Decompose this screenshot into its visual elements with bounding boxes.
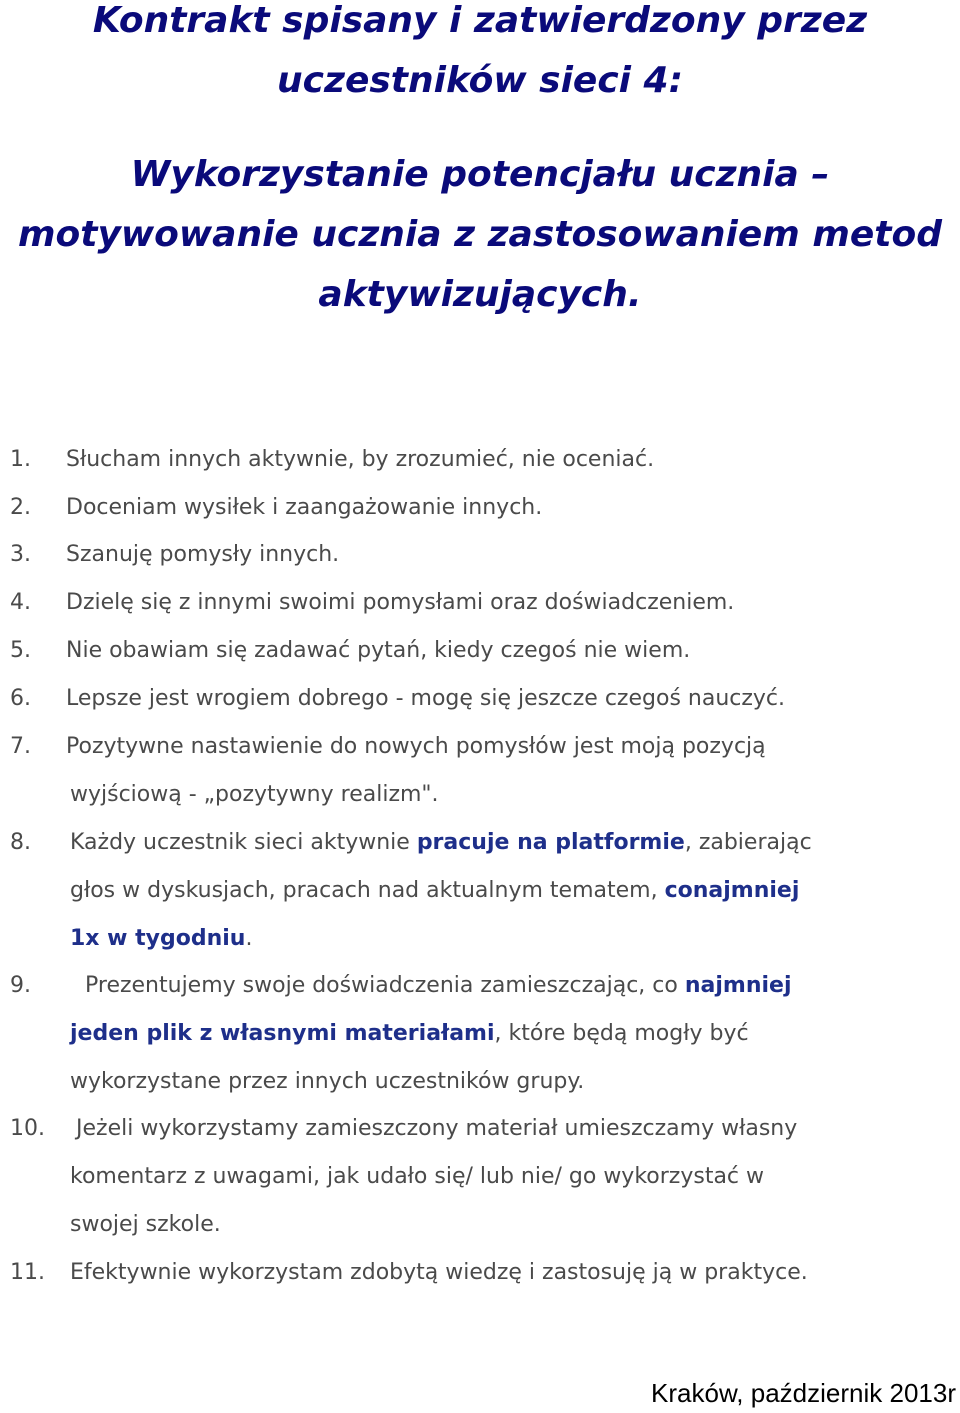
item-text: Szanuję pomysły innych. bbox=[66, 542, 340, 567]
emphasis-least: najmniej bbox=[684, 973, 792, 998]
item-number: 7. bbox=[10, 734, 31, 759]
item-text: Doceniam wysiłek i zaangażowanie innych. bbox=[66, 495, 543, 520]
item-text: . bbox=[245, 926, 253, 951]
emphasis-platform: pracuje na platformie bbox=[416, 830, 685, 855]
list-item-8-continuation bbox=[70, 876, 960, 906]
item-number: 3. bbox=[10, 542, 31, 567]
list-item-7 bbox=[10, 732, 960, 762]
item-number: 8. bbox=[10, 830, 31, 855]
item-text: Pozytywne nastawienie do nowych pomysłów jest moją pozycją bbox=[66, 734, 766, 759]
item-text: Każdy uczestnik sieci aktywnie bbox=[70, 830, 417, 855]
subtitle-line-1: Wykorzystanie potencjału ucznia – bbox=[130, 154, 830, 195]
emphasis-file: jeden plik z własnymi materiałami bbox=[70, 1021, 495, 1046]
item-text: , zabierając bbox=[684, 830, 812, 855]
item-text: , które będą mogły być bbox=[494, 1021, 749, 1046]
item-text: Dzielę się z innymi swoimi pomysłami oraz doświadczeniem. bbox=[66, 590, 735, 615]
list-item-9 bbox=[10, 971, 960, 1001]
item-number: 1. bbox=[10, 447, 31, 472]
item-text: Słucham innych aktywnie, by zrozumieć, nie oceniać. bbox=[66, 447, 655, 472]
subtitle-line-2: motywowanie ucznia z zastosowaniem metod bbox=[18, 214, 942, 255]
item-text: Prezentujemy swoje doświadczenia zamieszczając, co bbox=[85, 973, 685, 998]
list-item-9-continuation bbox=[70, 1019, 960, 1049]
place-date: Kraków, październik 2013r bbox=[651, 1378, 956, 1408]
item-number: 11. bbox=[10, 1260, 45, 1285]
item-text: Lepsze jest wrogiem dobrego - mogę się jeszcze czegoś nauczyć. bbox=[66, 686, 786, 711]
emphasis-weekly: 1x w tygodniu bbox=[70, 926, 246, 951]
item-number: 9. bbox=[10, 973, 31, 998]
item-text: Efektywnie wykorzystam zdobytą wiedzę i zastosuję ją w praktyce. bbox=[70, 1260, 808, 1285]
item-text: Jeżeli wykorzystamy zamieszczony materiał umieszczamy własny bbox=[76, 1116, 798, 1141]
item-number: 10. bbox=[10, 1116, 45, 1141]
list-item-10-continuation-2: swojej szkole. bbox=[70, 1212, 221, 1237]
list-item-8 bbox=[10, 828, 960, 858]
list-item-7-continuation: wyjściową - „pozytywny realizm". bbox=[70, 782, 439, 807]
list-item-5 bbox=[10, 636, 960, 666]
emphasis-frequency: conajmniej bbox=[664, 878, 800, 903]
item-number: 5. bbox=[10, 638, 31, 663]
list-item-11 bbox=[10, 1258, 960, 1288]
list-item-8-continuation-2 bbox=[70, 924, 960, 954]
subtitle-line-3: aktywizujących. bbox=[318, 274, 642, 315]
item-number: 2. bbox=[10, 495, 31, 520]
item-number: 6. bbox=[10, 686, 31, 711]
title-line-2: uczestników sieci 4: bbox=[277, 60, 683, 101]
list-item-10-continuation: komentarz z uwagami, jak udało się/ lub nie/ go wykorzystać w bbox=[70, 1164, 765, 1189]
list-item-1 bbox=[10, 445, 960, 475]
item-number: 4. bbox=[10, 590, 31, 615]
list-item-9-continuation-2: wykorzystane przez innych uczestników grupy. bbox=[70, 1069, 585, 1094]
item-text: Nie obawiam się zadawać pytań, kiedy czegoś nie wiem. bbox=[66, 638, 691, 663]
list-item-4 bbox=[10, 588, 960, 618]
list-item-3 bbox=[10, 540, 960, 570]
list-item-6 bbox=[10, 684, 960, 714]
list-item-10 bbox=[10, 1114, 960, 1144]
item-text: głos w dyskusjach, pracach nad aktualnym tematem, bbox=[70, 878, 665, 903]
list-item-2 bbox=[10, 493, 960, 523]
title-line-1: Kontrakt spisany i zatwierdzony przez bbox=[92, 0, 868, 41]
